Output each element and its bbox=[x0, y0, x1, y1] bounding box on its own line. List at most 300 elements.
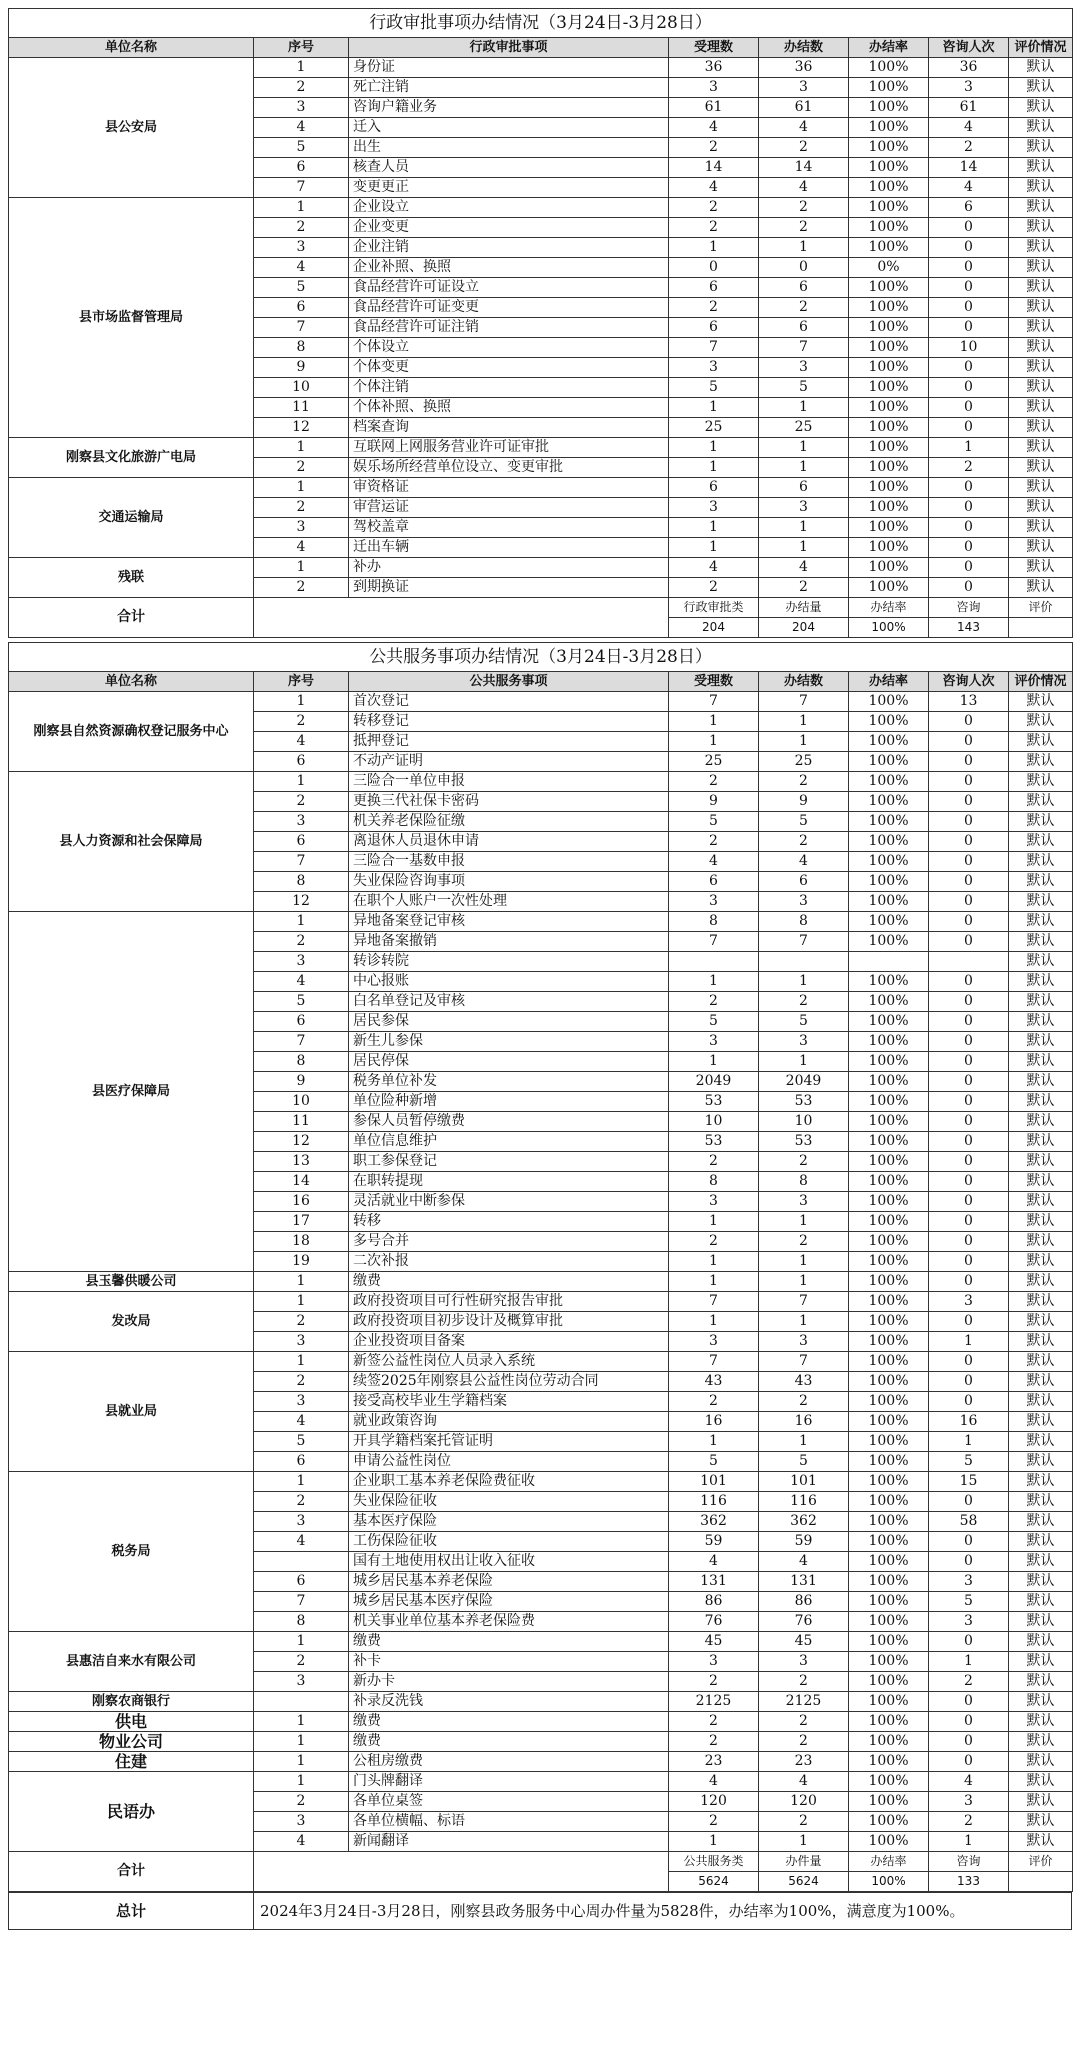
row-index: 4 bbox=[254, 732, 349, 752]
total-h2: 办结量 bbox=[759, 598, 849, 618]
row-accepted: 2 bbox=[669, 1712, 759, 1732]
row-completed: 0 bbox=[759, 258, 849, 278]
row-consult: 1 bbox=[929, 1652, 1009, 1672]
row-completed: 86 bbox=[759, 1592, 849, 1612]
row-rate: 100% bbox=[849, 1252, 929, 1272]
row-index: 6 bbox=[254, 752, 349, 772]
row-consult: 0 bbox=[929, 1352, 1009, 1372]
row-completed: 2 bbox=[759, 218, 849, 238]
row-rate: 100% bbox=[849, 238, 929, 258]
row-consult: 5 bbox=[929, 1452, 1009, 1472]
row-consult: 0 bbox=[929, 258, 1009, 278]
row-accepted: 8 bbox=[669, 1172, 759, 1192]
row-completed: 14 bbox=[759, 158, 849, 178]
row-accepted: 6 bbox=[669, 478, 759, 498]
row-consult: 0 bbox=[929, 1732, 1009, 1752]
row-evaluation: 默认 bbox=[1009, 1232, 1073, 1252]
row-consult: 0 bbox=[929, 298, 1009, 318]
row-evaluation: 默认 bbox=[1009, 198, 1073, 218]
row-index: 6 bbox=[254, 158, 349, 178]
row-accepted: 1 bbox=[669, 458, 759, 478]
row-item: 补办 bbox=[349, 558, 669, 578]
total-v1: 5624 bbox=[669, 1872, 759, 1892]
row-rate: 100% bbox=[849, 1032, 929, 1052]
row-rate: 100% bbox=[849, 438, 929, 458]
row-item: 咨询户籍业务 bbox=[349, 98, 669, 118]
row-item: 个体注销 bbox=[349, 378, 669, 398]
row-rate: 100% bbox=[849, 278, 929, 298]
row-item: 企业投资项目备案 bbox=[349, 1332, 669, 1352]
row-completed: 9 bbox=[759, 792, 849, 812]
row-consult: 0 bbox=[929, 772, 1009, 792]
row-evaluation: 默认 bbox=[1009, 1672, 1073, 1692]
total-h4: 咨询 bbox=[929, 1852, 1009, 1872]
row-rate: 100% bbox=[849, 1492, 929, 1512]
row-consult: 0 bbox=[929, 1112, 1009, 1132]
row-evaluation: 默认 bbox=[1009, 78, 1073, 98]
row-evaluation: 默认 bbox=[1009, 118, 1073, 138]
row-consult: 0 bbox=[929, 1712, 1009, 1732]
row-consult: 0 bbox=[929, 318, 1009, 338]
total-h1: 公共服务类 bbox=[669, 1852, 759, 1872]
table-row bbox=[9, 478, 1073, 498]
row-index: 4 bbox=[254, 1532, 349, 1552]
row-evaluation: 默认 bbox=[1009, 418, 1073, 438]
header-evaluation: 评价情况 bbox=[1009, 672, 1073, 692]
row-index: 2 bbox=[254, 578, 349, 598]
row-item: 续签2025年刚察县公益性岗位劳动合同 bbox=[349, 1372, 669, 1392]
row-accepted: 3 bbox=[669, 498, 759, 518]
row-rate: 100% bbox=[849, 1172, 929, 1192]
row-consult: 15 bbox=[929, 1472, 1009, 1492]
row-evaluation: 默认 bbox=[1009, 558, 1073, 578]
row-evaluation: 默认 bbox=[1009, 1772, 1073, 1792]
row-consult: 0 bbox=[929, 712, 1009, 732]
row-completed: 1 bbox=[759, 1432, 849, 1452]
row-completed: 4 bbox=[759, 1772, 849, 1792]
row-rate: 100% bbox=[849, 1532, 929, 1552]
row-evaluation: 默认 bbox=[1009, 732, 1073, 752]
row-completed: 101 bbox=[759, 1472, 849, 1492]
row-rate: 100% bbox=[849, 712, 929, 732]
row-accepted: 1 bbox=[669, 1432, 759, 1452]
row-item: 食品经营许可证注销 bbox=[349, 318, 669, 338]
row-accepted: 3 bbox=[669, 1332, 759, 1352]
row-accepted: 1 bbox=[669, 1052, 759, 1072]
unit-name-cell: 住建 bbox=[9, 1752, 254, 1772]
row-completed: 2 bbox=[759, 1392, 849, 1412]
row-accepted: 59 bbox=[669, 1532, 759, 1552]
row-accepted: 2 bbox=[669, 138, 759, 158]
row-rate: 100% bbox=[849, 1012, 929, 1032]
row-rate: 100% bbox=[849, 338, 929, 358]
row-evaluation: 默认 bbox=[1009, 1752, 1073, 1772]
row-completed: 6 bbox=[759, 872, 849, 892]
row-index: 1 bbox=[254, 912, 349, 932]
row-accepted: 1 bbox=[669, 972, 759, 992]
total-v4: 143 bbox=[929, 618, 1009, 638]
row-index: 4 bbox=[254, 1832, 349, 1852]
row-index: 3 bbox=[254, 1332, 349, 1352]
row-item: 企业职工基本养老保险费征收 bbox=[349, 1472, 669, 1492]
unit-name-cell: 刚察县文化旅游广电局 bbox=[9, 438, 254, 478]
row-consult: 3 bbox=[929, 1292, 1009, 1312]
row-index: 19 bbox=[254, 1252, 349, 1272]
row-item: 食品经营许可证变更 bbox=[349, 298, 669, 318]
unit-name-cell: 县市场监督管理局 bbox=[9, 198, 254, 438]
row-item: 新办卡 bbox=[349, 1672, 669, 1692]
row-rate: 100% bbox=[849, 872, 929, 892]
row-evaluation: 默认 bbox=[1009, 772, 1073, 792]
header-consult: 咨询人次 bbox=[929, 38, 1009, 58]
row-index: 8 bbox=[254, 338, 349, 358]
row-evaluation: 默认 bbox=[1009, 972, 1073, 992]
row-completed: 131 bbox=[759, 1572, 849, 1592]
row-item: 企业变更 bbox=[349, 218, 669, 238]
table-row bbox=[9, 1472, 1073, 1492]
row-consult: 36 bbox=[929, 58, 1009, 78]
row-accepted: 2125 bbox=[669, 1692, 759, 1712]
row-accepted: 2 bbox=[669, 298, 759, 318]
row-rate: 100% bbox=[849, 1452, 929, 1472]
row-completed: 1 bbox=[759, 972, 849, 992]
row-accepted: 116 bbox=[669, 1492, 759, 1512]
row-completed: 1 bbox=[759, 1832, 849, 1852]
row-completed: 36 bbox=[759, 58, 849, 78]
row-rate: 100% bbox=[849, 1832, 929, 1852]
unit-name-cell: 县就业局 bbox=[9, 1352, 254, 1472]
row-completed: 8 bbox=[759, 1172, 849, 1192]
row-evaluation: 默认 bbox=[1009, 832, 1073, 852]
row-index: 1 bbox=[254, 1632, 349, 1652]
row-item: 工伤保险征收 bbox=[349, 1532, 669, 1552]
row-consult: 4 bbox=[929, 118, 1009, 138]
row-item: 异地备案登记审核 bbox=[349, 912, 669, 932]
row-completed: 3 bbox=[759, 498, 849, 518]
row-completed: 1 bbox=[759, 458, 849, 478]
row-consult: 0 bbox=[929, 1212, 1009, 1232]
row-item: 身份证 bbox=[349, 58, 669, 78]
row-evaluation: 默认 bbox=[1009, 1572, 1073, 1592]
row-accepted: 1 bbox=[669, 398, 759, 418]
row-completed: 2 bbox=[759, 1732, 849, 1752]
row-item: 缴费 bbox=[349, 1712, 669, 1732]
row-accepted: 2 bbox=[669, 578, 759, 598]
row-evaluation: 默认 bbox=[1009, 1652, 1073, 1672]
row-index: 1 bbox=[254, 772, 349, 792]
row-evaluation: 默认 bbox=[1009, 752, 1073, 772]
table-row bbox=[9, 58, 1073, 78]
row-consult: 0 bbox=[929, 1012, 1009, 1032]
row-consult: 61 bbox=[929, 98, 1009, 118]
row-item: 基本医疗保险 bbox=[349, 1512, 669, 1532]
row-index: 3 bbox=[254, 812, 349, 832]
row-rate: 100% bbox=[849, 1072, 929, 1092]
row-item: 补卡 bbox=[349, 1652, 669, 1672]
total-v2: 204 bbox=[759, 618, 849, 638]
row-consult: 0 bbox=[929, 538, 1009, 558]
unit-name-cell: 供电 bbox=[9, 1712, 254, 1732]
unit-name-cell: 县医疗保障局 bbox=[9, 912, 254, 1272]
row-evaluation: 默认 bbox=[1009, 98, 1073, 118]
row-completed: 1 bbox=[759, 1212, 849, 1232]
row-index: 1 bbox=[254, 1772, 349, 1792]
row-consult: 0 bbox=[929, 358, 1009, 378]
row-item: 首次登记 bbox=[349, 692, 669, 712]
row-completed: 1 bbox=[759, 1052, 849, 1072]
public-header-row bbox=[9, 672, 1073, 692]
row-consult: 0 bbox=[929, 1092, 1009, 1112]
row-item: 补录反洗钱 bbox=[349, 1692, 669, 1712]
row-evaluation: 默认 bbox=[1009, 1512, 1073, 1532]
row-rate: 100% bbox=[849, 932, 929, 952]
row-accepted: 1 bbox=[669, 518, 759, 538]
row-index: 1 bbox=[254, 438, 349, 458]
row-evaluation: 默认 bbox=[1009, 338, 1073, 358]
row-index: 3 bbox=[254, 1672, 349, 1692]
row-consult: 0 bbox=[929, 518, 1009, 538]
row-completed: 1 bbox=[759, 732, 849, 752]
row-consult: 6 bbox=[929, 198, 1009, 218]
row-item: 失业保险征收 bbox=[349, 1492, 669, 1512]
row-rate: 100% bbox=[849, 1192, 929, 1212]
row-evaluation: 默认 bbox=[1009, 238, 1073, 258]
unit-name-cell: 县人力资源和社会保障局 bbox=[9, 772, 254, 912]
row-consult: 0 bbox=[929, 872, 1009, 892]
row-accepted: 3 bbox=[669, 1032, 759, 1052]
row-completed: 8 bbox=[759, 912, 849, 932]
row-evaluation: 默认 bbox=[1009, 498, 1073, 518]
row-evaluation: 默认 bbox=[1009, 1052, 1073, 1072]
row-index: 7 bbox=[254, 318, 349, 338]
row-completed: 7 bbox=[759, 1352, 849, 1372]
row-rate: 100% bbox=[849, 458, 929, 478]
row-accepted: 4 bbox=[669, 178, 759, 198]
row-accepted: 1 bbox=[669, 1252, 759, 1272]
grand-total-text: 2024年3月24日-3月28日，刚察县政务服务中心周办件量为5828件，办结率为100%，满意度为100%。 bbox=[254, 1893, 1072, 1930]
row-completed: 2 bbox=[759, 1232, 849, 1252]
grand-total-label: 总计 bbox=[9, 1893, 254, 1930]
row-rate: 100% bbox=[849, 298, 929, 318]
row-consult bbox=[929, 952, 1009, 972]
header-completed: 办结数 bbox=[759, 672, 849, 692]
table-row bbox=[9, 1632, 1073, 1652]
row-completed: 53 bbox=[759, 1092, 849, 1112]
row-item: 转移登记 bbox=[349, 712, 669, 732]
row-completed: 2 bbox=[759, 772, 849, 792]
row-rate: 100% bbox=[849, 812, 929, 832]
row-accepted: 362 bbox=[669, 1512, 759, 1532]
row-index: 1 bbox=[254, 1732, 349, 1752]
row-consult: 0 bbox=[929, 1192, 1009, 1212]
row-index: 3 bbox=[254, 1812, 349, 1832]
row-completed: 16 bbox=[759, 1412, 849, 1432]
row-accepted: 61 bbox=[669, 98, 759, 118]
row-evaluation: 默认 bbox=[1009, 1532, 1073, 1552]
row-item: 申请公益性岗位 bbox=[349, 1452, 669, 1472]
row-evaluation: 默认 bbox=[1009, 692, 1073, 712]
row-item: 接受高校毕业生学籍档案 bbox=[349, 1392, 669, 1412]
row-completed: 362 bbox=[759, 1512, 849, 1532]
row-consult: 0 bbox=[929, 792, 1009, 812]
row-index: 1 bbox=[254, 1752, 349, 1772]
row-consult: 0 bbox=[929, 498, 1009, 518]
row-rate: 100% bbox=[849, 398, 929, 418]
row-completed: 120 bbox=[759, 1792, 849, 1812]
row-evaluation: 默认 bbox=[1009, 1172, 1073, 1192]
row-item: 失业保险咨询事项 bbox=[349, 872, 669, 892]
row-accepted: 3 bbox=[669, 892, 759, 912]
row-accepted: 5 bbox=[669, 812, 759, 832]
row-index: 1 bbox=[254, 1352, 349, 1372]
row-rate: 0% bbox=[849, 258, 929, 278]
row-evaluation: 默认 bbox=[1009, 1092, 1073, 1112]
row-completed: 3 bbox=[759, 1192, 849, 1212]
row-rate: 100% bbox=[849, 98, 929, 118]
row-completed: 5 bbox=[759, 812, 849, 832]
row-index: 7 bbox=[254, 1032, 349, 1052]
row-completed: 1 bbox=[759, 238, 849, 258]
row-consult: 0 bbox=[929, 378, 1009, 398]
grand-total-table bbox=[8, 1892, 1072, 1930]
row-completed: 1 bbox=[759, 518, 849, 538]
row-index: 12 bbox=[254, 418, 349, 438]
row-evaluation: 默认 bbox=[1009, 578, 1073, 598]
row-evaluation: 默认 bbox=[1009, 378, 1073, 398]
row-evaluation: 默认 bbox=[1009, 852, 1073, 872]
row-accepted: 25 bbox=[669, 418, 759, 438]
row-evaluation: 默认 bbox=[1009, 1292, 1073, 1312]
row-evaluation: 默认 bbox=[1009, 1012, 1073, 1032]
row-consult: 0 bbox=[929, 398, 1009, 418]
row-consult: 0 bbox=[929, 218, 1009, 238]
row-item: 核查人员 bbox=[349, 158, 669, 178]
row-consult: 3 bbox=[929, 1612, 1009, 1632]
row-accepted: 6 bbox=[669, 278, 759, 298]
row-index: 8 bbox=[254, 872, 349, 892]
total-v5 bbox=[1009, 1872, 1073, 1892]
row-item: 公租房缴费 bbox=[349, 1752, 669, 1772]
row-consult: 0 bbox=[929, 752, 1009, 772]
row-item: 档案查询 bbox=[349, 418, 669, 438]
row-completed: 43 bbox=[759, 1372, 849, 1392]
row-completed: 7 bbox=[759, 338, 849, 358]
row-accepted: 5 bbox=[669, 1452, 759, 1472]
row-evaluation: 默认 bbox=[1009, 1152, 1073, 1172]
row-accepted: 8 bbox=[669, 912, 759, 932]
row-accepted: 86 bbox=[669, 1592, 759, 1612]
row-accepted: 4 bbox=[669, 1772, 759, 1792]
row-evaluation: 默认 bbox=[1009, 1552, 1073, 1572]
row-accepted: 1 bbox=[669, 732, 759, 752]
row-item: 缴费 bbox=[349, 1732, 669, 1752]
row-completed: 53 bbox=[759, 1132, 849, 1152]
row-evaluation: 默认 bbox=[1009, 1832, 1073, 1852]
row-evaluation: 默认 bbox=[1009, 1392, 1073, 1412]
row-index: 16 bbox=[254, 1192, 349, 1212]
row-consult: 0 bbox=[929, 278, 1009, 298]
row-index: 14 bbox=[254, 1172, 349, 1192]
row-consult: 0 bbox=[929, 1172, 1009, 1192]
row-rate: 100% bbox=[849, 1392, 929, 1412]
row-item: 新生儿参保 bbox=[349, 1032, 669, 1052]
row-evaluation: 默认 bbox=[1009, 1612, 1073, 1632]
row-index: 6 bbox=[254, 298, 349, 318]
row-consult: 1 bbox=[929, 1432, 1009, 1452]
row-evaluation: 默认 bbox=[1009, 278, 1073, 298]
row-accepted: 6 bbox=[669, 872, 759, 892]
row-evaluation: 默认 bbox=[1009, 518, 1073, 538]
row-item: 娱乐场所经营单位设立、变更审批 bbox=[349, 458, 669, 478]
row-evaluation: 默认 bbox=[1009, 1812, 1073, 1832]
table-row bbox=[9, 1692, 1073, 1712]
header-index: 序号 bbox=[254, 672, 349, 692]
row-completed: 3 bbox=[759, 1332, 849, 1352]
row-index: 12 bbox=[254, 892, 349, 912]
row-rate: 100% bbox=[849, 972, 929, 992]
row-item: 居民停保 bbox=[349, 1052, 669, 1072]
row-rate: 100% bbox=[849, 1712, 929, 1732]
row-consult: 0 bbox=[929, 1392, 1009, 1412]
table-row bbox=[9, 558, 1073, 578]
table-row bbox=[9, 1292, 1073, 1312]
row-accepted bbox=[669, 952, 759, 972]
row-evaluation: 默认 bbox=[1009, 1212, 1073, 1232]
row-item: 转诊转院 bbox=[349, 952, 669, 972]
unit-name-cell: 物业公司 bbox=[9, 1732, 254, 1752]
row-completed: 2 bbox=[759, 1812, 849, 1832]
header-unit: 单位名称 bbox=[9, 38, 254, 58]
row-evaluation: 默认 bbox=[1009, 1732, 1073, 1752]
row-completed: 1 bbox=[759, 1272, 849, 1292]
row-evaluation: 默认 bbox=[1009, 438, 1073, 458]
row-item: 政府投资项目初步设计及概算审批 bbox=[349, 1312, 669, 1332]
row-completed: 2 bbox=[759, 1152, 849, 1172]
row-accepted: 1 bbox=[669, 538, 759, 558]
row-evaluation: 默认 bbox=[1009, 138, 1073, 158]
row-completed: 116 bbox=[759, 1492, 849, 1512]
row-accepted: 2 bbox=[669, 1672, 759, 1692]
row-index: 9 bbox=[254, 358, 349, 378]
row-rate: 100% bbox=[849, 1092, 929, 1112]
row-rate: 100% bbox=[849, 1552, 929, 1572]
row-rate: 100% bbox=[849, 1632, 929, 1652]
report-page bbox=[8, 8, 1072, 1930]
header-accepted: 受理数 bbox=[669, 672, 759, 692]
row-consult: 2 bbox=[929, 458, 1009, 478]
row-index: 8 bbox=[254, 1052, 349, 1072]
row-rate: 100% bbox=[849, 1692, 929, 1712]
row-item: 新闻翻译 bbox=[349, 1832, 669, 1852]
row-consult: 0 bbox=[929, 812, 1009, 832]
row-item: 各单位横幅、标语 bbox=[349, 1812, 669, 1832]
total-header-row bbox=[9, 1852, 1073, 1872]
row-evaluation: 默认 bbox=[1009, 298, 1073, 318]
row-accepted: 2 bbox=[669, 1152, 759, 1172]
row-evaluation: 默认 bbox=[1009, 538, 1073, 558]
row-evaluation: 默认 bbox=[1009, 1252, 1073, 1272]
row-index: 7 bbox=[254, 852, 349, 872]
total-h1: 行政审批类 bbox=[669, 598, 759, 618]
row-index: 11 bbox=[254, 1112, 349, 1132]
row-completed: 1 bbox=[759, 438, 849, 458]
row-rate: 100% bbox=[849, 1372, 929, 1392]
row-item: 就业政策咨询 bbox=[349, 1412, 669, 1432]
header-rate: 办结率 bbox=[849, 38, 929, 58]
row-evaluation: 默认 bbox=[1009, 1332, 1073, 1352]
row-consult: 0 bbox=[929, 832, 1009, 852]
total-v3: 100% bbox=[849, 1872, 929, 1892]
